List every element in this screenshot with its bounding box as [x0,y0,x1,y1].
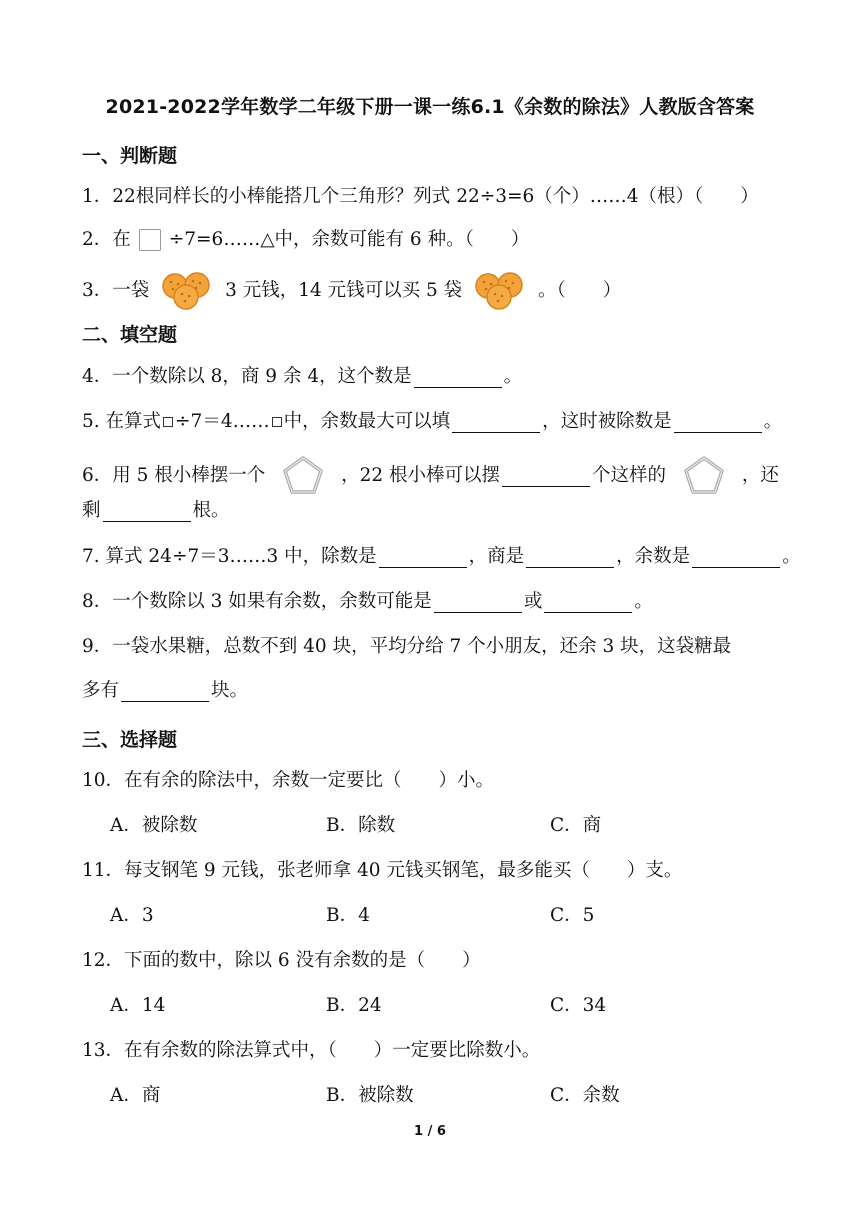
q13-option-a[interactable]: A．商 [110,1085,161,1106]
q12-option-a[interactable]: A．14 [110,995,166,1016]
section-heading-judgement: 一、判断题 [82,145,178,167]
question-13: 13．在有余数的除法算式中，（ ）一定要比除数小。 [82,1040,541,1061]
question-6-line-2 [82,498,778,524]
question-8 [82,589,778,615]
question-5 [82,409,783,435]
square-box-icon [139,229,161,251]
question-9-line-2 [82,678,778,704]
answer-blank[interactable] [379,547,467,568]
question-3-part-a: 3．一袋 [82,280,150,301]
question-6-part-b: ，22 根小棒可以摆 [341,465,501,486]
page-number: 1 / 6 [414,1124,446,1139]
question-5-part-b: ÷7＝4…… [175,411,270,432]
section-heading-fill-blank: 二、填空题 [82,324,178,346]
question-10: 10．在有余的除法中，余数一定要比（ ）小。 [82,770,495,791]
question-7-part-d: 。 [782,546,801,567]
question-7-part-a: 7. 算式 24÷7＝3……3 中，除数是 [82,546,377,567]
q13-option-c[interactable]: C．余数 [550,1085,620,1106]
question-3-part-b: 3 元钱，14 元钱可以买 5 袋 [225,280,463,301]
question-6-part-a: 6．用 5 根小棒摆一个 [82,465,266,486]
answer-blank[interactable] [121,681,209,702]
q11-option-c[interactable]: C．5 [550,905,595,926]
stick-pentagon-icon [682,454,726,498]
question-9-part-a: 9．一袋水果糖，总数不到 40 块，平均分给 7 个小朋友，还余 3 块，这袋糖最 [82,636,732,657]
biscuit-icon [159,272,215,310]
q10-option-c[interactable]: C．商 [550,815,602,836]
question-6-part-e: 剩 [82,500,101,521]
section-heading-choice: 三、选择题 [82,729,178,751]
q13-option-b[interactable]: B．被除数 [326,1085,414,1106]
question-1: 1．22根同样长的小棒能搭几个三角形？列式 22÷3=6（个）……4（根）（ ） [82,186,759,207]
question-5-part-e: 。 [763,411,783,432]
question-5-part-a: 5. 在算式 [82,411,162,432]
question-5-part-c: 中，余数最大可以填 [283,411,451,432]
question-2 [82,227,778,253]
small-square-icon [163,417,173,427]
page-title: 2021-2022学年数学二年级下册一课一练6.1《余数的除法》人教版含答案 [105,96,755,118]
question-12: 12．下面的数中，除以 6 没有余数的是（ ） [82,950,481,971]
answer-blank[interactable] [692,547,780,568]
question-9-part-c: 块。 [211,680,249,701]
q11-option-a[interactable]: A．3 [110,905,154,926]
answer-blank[interactable] [434,592,522,613]
question-2-part-b: ÷7=6……△中，余数可能有 6 种。（ ） [168,229,530,250]
answer-blank[interactable] [526,547,614,568]
question-8-part-b: 或 [523,591,543,612]
answer-blank[interactable] [502,466,590,487]
question-8-part-c: 。 [634,591,653,612]
q10-option-a[interactable]: A．被除数 [110,815,198,836]
question-6-part-c: 个这样的 [592,465,667,486]
question-4-part-a: 4．一个数除以 8，商 9 余 4，这个数是 [82,366,412,387]
question-2-part-a: 2．在 [82,229,131,250]
answer-blank[interactable] [544,592,632,613]
q12-option-b[interactable]: B．24 [326,995,382,1016]
question-11: 11．每支钢笔 9 元钱，张老师拿 40 元钱买钢笔，最多能买（ ）支。 [82,860,683,881]
answer-blank[interactable] [414,367,502,388]
question-3 [82,272,778,310]
question-7-part-c: ，余数是 [616,546,691,567]
answer-blank[interactable] [103,501,191,522]
question-9-line-1 [82,634,778,660]
question-4 [82,364,778,390]
small-square-icon [272,417,282,427]
question-9-part-b: 多有 [82,680,120,701]
q11-option-b[interactable]: B．4 [326,905,370,926]
question-5-part-d: ，这时被除数是 [542,411,672,432]
question-6-part-f: 根。 [192,500,230,521]
question-6-line-1 [82,454,778,498]
answer-blank[interactable] [674,412,762,433]
question-3-part-c: 。（ ） [537,280,622,301]
stick-pentagon-icon [281,454,325,498]
question-7-part-b: ，商是 [468,546,525,567]
q10-option-b[interactable]: B．除数 [326,815,396,836]
biscuit-icon [472,272,528,310]
question-7 [82,544,801,570]
question-6-part-d: ，还 [741,465,779,486]
question-8-part-a: 8．一个数除以 3 如果有余数，余数可能是 [82,591,432,612]
question-4-part-b: 。 [503,366,523,387]
q12-option-c[interactable]: C．34 [550,995,607,1016]
answer-blank[interactable] [452,412,540,433]
